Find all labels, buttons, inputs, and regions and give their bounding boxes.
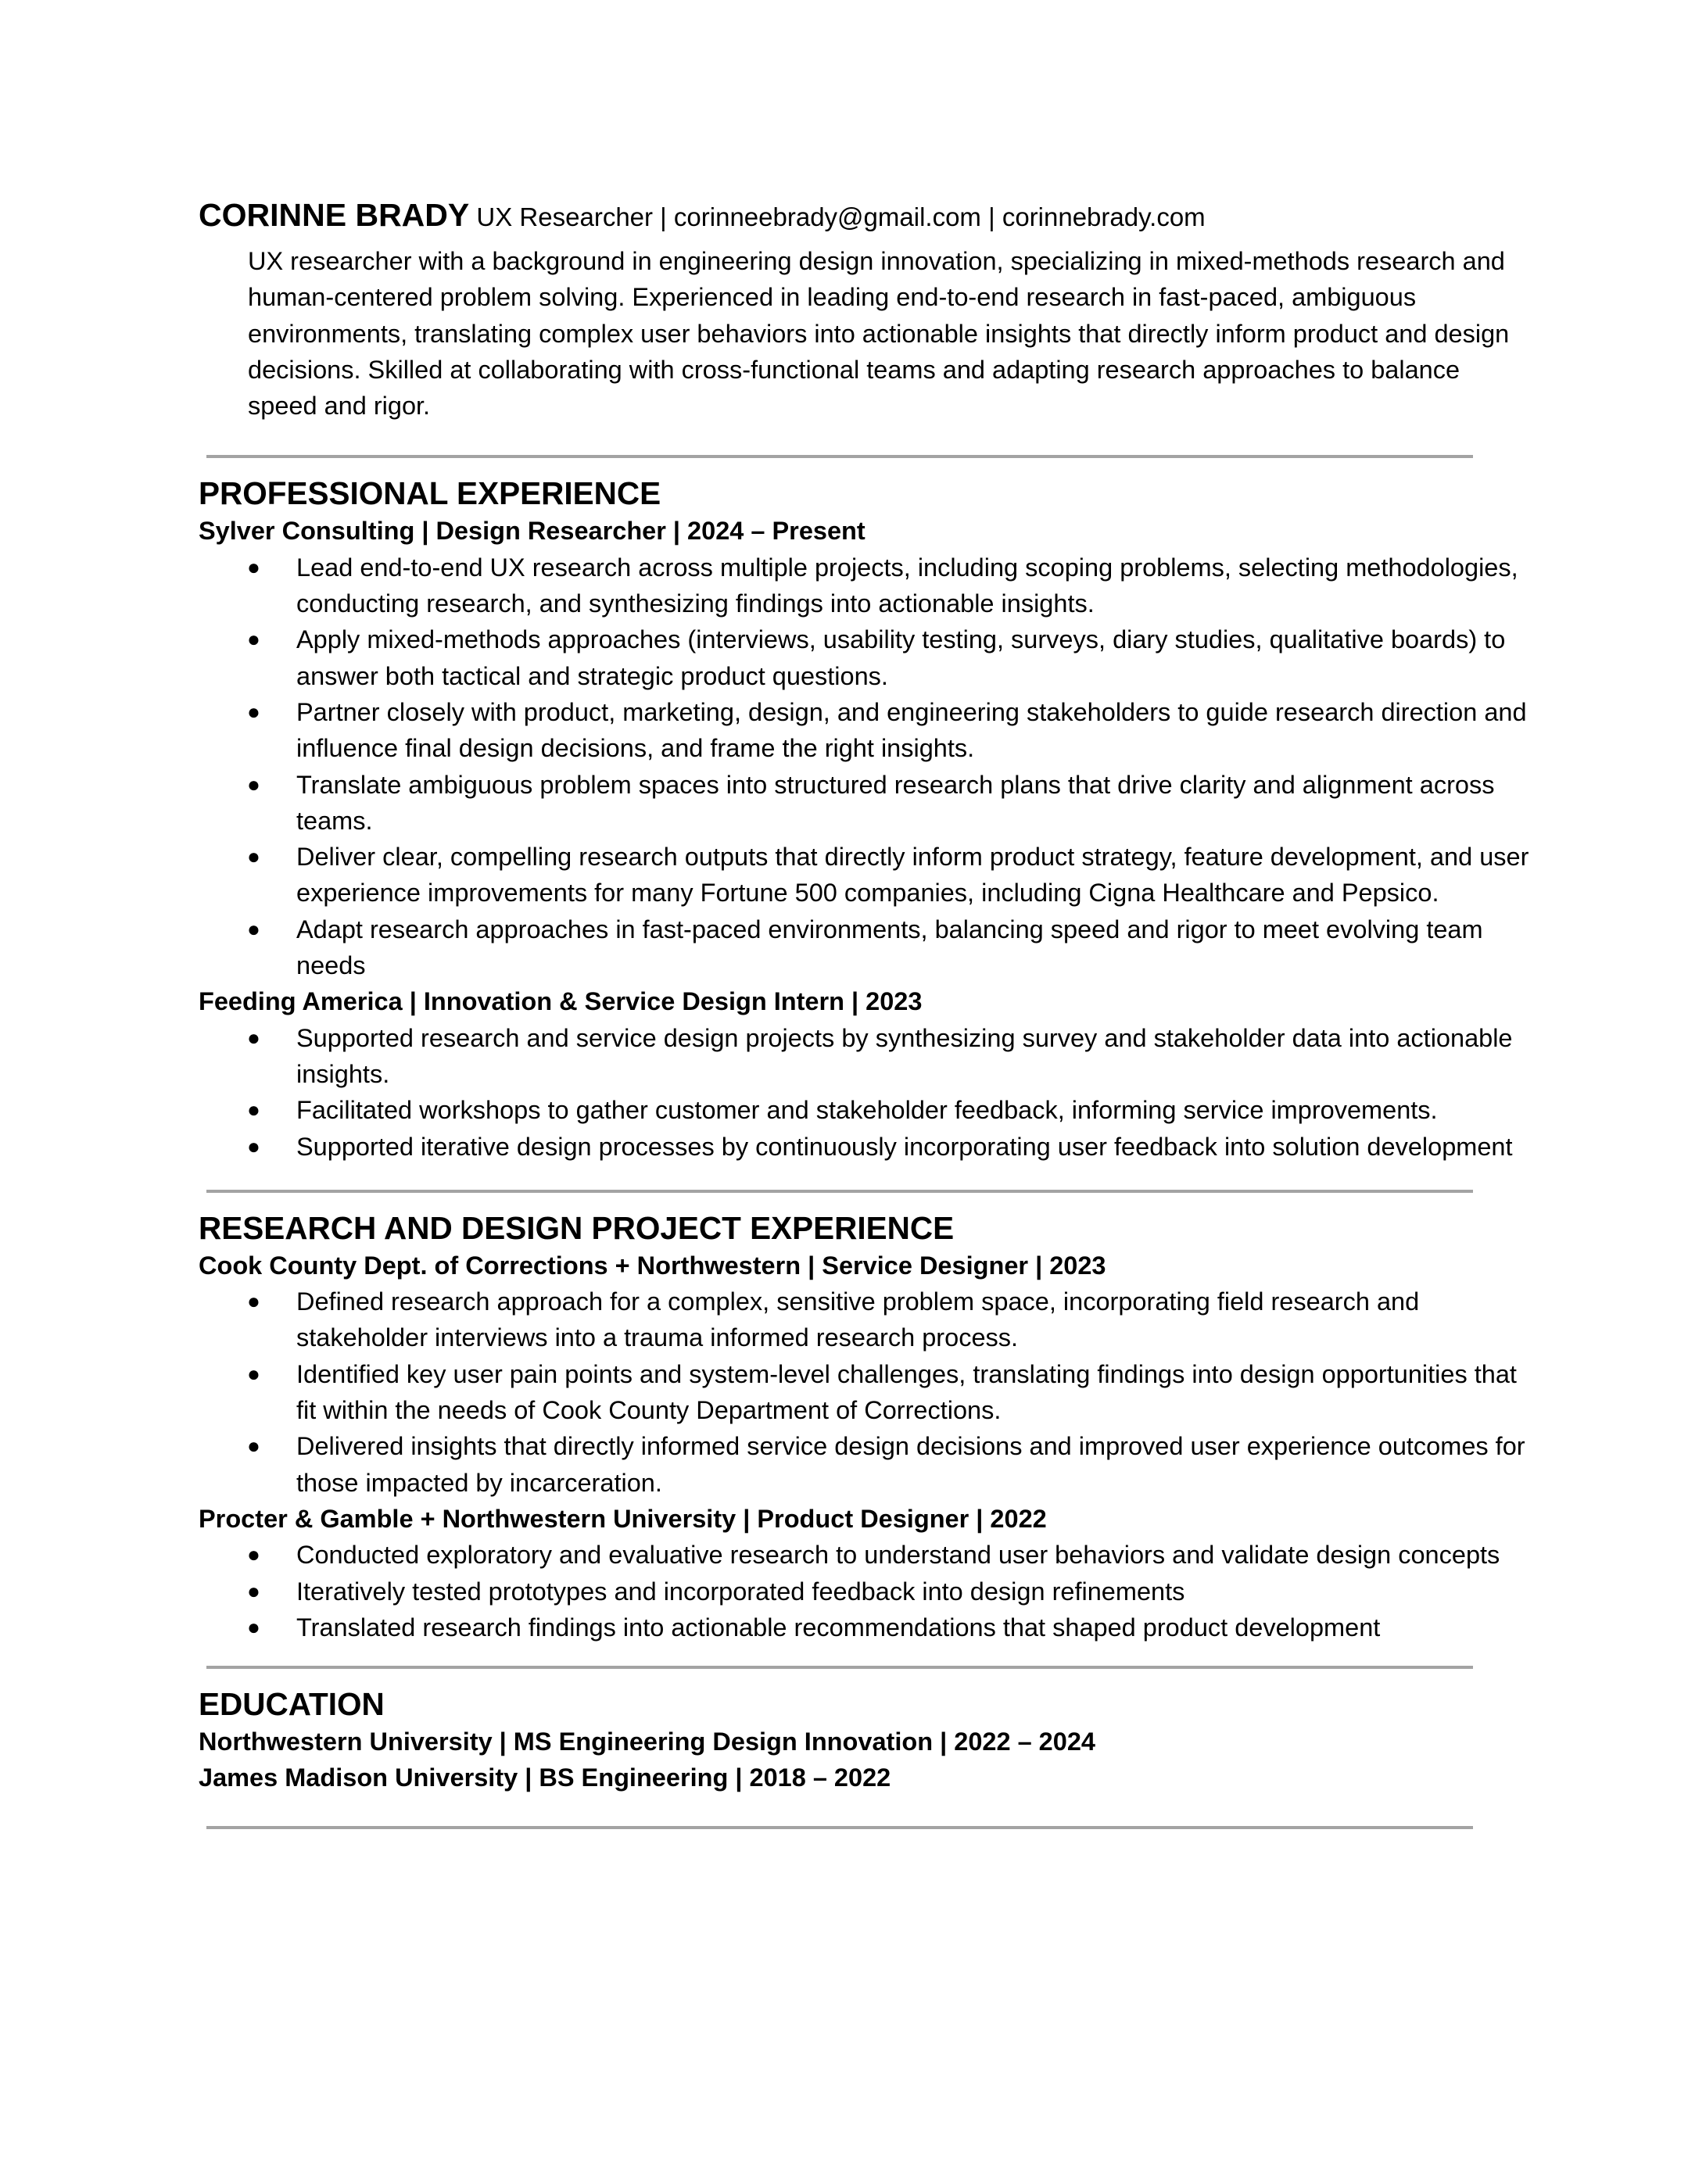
bullet-item	[199, 1428, 1539, 1501]
bullet-item	[199, 839, 1539, 911]
bullet-icon: ●	[247, 699, 260, 724]
bullet-item	[199, 1020, 1539, 1093]
candidate-name: CORINNE BRADY	[199, 197, 470, 233]
section-divider	[206, 1666, 1473, 1669]
bullet-icon: ●	[247, 1361, 260, 1386]
bullet-text: Supported research and service design projects by synthesizing survey and stakeholder data into actionable insights.	[296, 1023, 1513, 1088]
bullet-item	[199, 1356, 1539, 1429]
job-bullet-list	[199, 1020, 1528, 1165]
resume-page	[199, 197, 1528, 1829]
bullet-item	[199, 767, 1539, 840]
job-heading: Sylver Consulting | Design Researcher | 2024 – Present	[199, 517, 866, 546]
bullet-item	[199, 621, 1539, 694]
project-bullet-list	[199, 1537, 1528, 1645]
section-divider	[206, 1826, 1473, 1829]
bullet-icon: ●	[247, 1289, 260, 1314]
bullet-icon: ●	[247, 1097, 260, 1122]
bullet-text: Deliver clear, compelling research outputs that directly inform product strategy, feature development, and user experience improvements for many Fortune 500 companies, including Cigna Healthcare and Pepsico.	[296, 843, 1529, 908]
bullet-item	[199, 1537, 1539, 1573]
bullet-icon: ●	[247, 916, 260, 941]
bullet-icon: ●	[247, 1434, 260, 1459]
bullet-icon: ●	[247, 627, 260, 652]
bullet-icon: ●	[247, 1542, 260, 1567]
education-heading: EDUCATION	[199, 1686, 385, 1723]
bullet-text: Conducted exploratory and evaluative research to understand user behaviors and validate design concepts	[296, 1541, 1500, 1570]
bullet-icon: ●	[247, 1578, 260, 1603]
bullet-item	[199, 1284, 1539, 1356]
job-bullet-list	[199, 550, 1528, 984]
bullet-text: Partner closely with product, marketing, design, and engineering stakeholders to guide research direction and influence final design decisions, and frame the right insights.	[296, 697, 1527, 763]
bullet-icon: ●	[247, 772, 260, 797]
bullet-text: Translated research findings into actionable recommendations that shaped product development	[296, 1613, 1381, 1642]
bullet-item	[199, 1574, 1539, 1609]
bullet-item	[199, 911, 1539, 984]
bullet-text: Supported iterative design processes by continuously incorporating user feedback into solution development	[296, 1132, 1513, 1161]
bullet-item	[199, 550, 1539, 622]
bullet-text: Delivered insights that directly informed service design decisions and improved user experience outcomes for those impacted by incarceration.	[296, 1432, 1525, 1497]
section-divider	[206, 455, 1473, 458]
contact-info: UX Researcher | corinneebrady@gmail.com | corinnebrady.com	[476, 202, 1206, 231]
bullet-text: Defined research approach for a complex, sensitive problem space, incorporating field research and stakeholder interviews into a trauma informed research process.	[296, 1287, 1420, 1352]
bullet-text: Adapt research approaches in fast-paced environments, balancing speed and rigor to meet evolving team needs	[296, 915, 1483, 980]
bullet-icon: ●	[247, 1133, 260, 1158]
bullet-icon: ●	[247, 844, 260, 869]
project-experience-heading: RESEARCH AND DESIGN PROJECT EXPERIENCE	[199, 1209, 955, 1246]
bullet-text: Lead end-to-end UX research across multiple projects, including scoping problems, selecting methodologies, conducting research, and synthesizing findings into actionable insights.	[296, 553, 1518, 618]
project-heading: Procter & Gamble + Northwestern University | Product Designer | 2022	[199, 1504, 1047, 1533]
bullet-item	[199, 1092, 1539, 1128]
bullet-item	[199, 1129, 1539, 1165]
job-heading: Feeding America | Innovation & Service Design Intern | 2023	[199, 987, 923, 1016]
bullet-text: Identified key user pain points and system-level challenges, translating findings into design opportunities that fit within the needs of Cook County Department of Corrections.	[296, 1359, 1517, 1425]
bullet-text: Translate ambiguous problem spaces into structured research plans that drive clarity and alignment across teams.	[296, 770, 1495, 835]
resume-header	[199, 197, 1528, 235]
section-divider	[206, 1190, 1473, 1193]
bullet-text: Iteratively tested prototypes and incorporated feedback into design refinements	[296, 1577, 1185, 1606]
summary-paragraph: UX researcher with a background in engineering design innovation, specializing in mixed-methods research and human-centered problem solving. Experienced in leading end-to-end research in fast-paced, ambiguous environments, translating complex user behaviors into actionable insights that directly inform product and design decisions. Skilled at collaborating with cross-functional teams and adapting research approaches to balance speed and rigor.	[248, 247, 1510, 421]
project-heading: Cook County Dept. of Corrections + Northwestern | Service Designer | 2023	[199, 1251, 1106, 1280]
education-entry: James Madison University | BS Engineering | 2018 – 2022	[199, 1763, 891, 1792]
bullet-icon: ●	[247, 1614, 260, 1639]
bullet-icon: ●	[247, 554, 260, 579]
bullet-text: Facilitated workshops to gather customer and stakeholder feedback, informing service improvements.	[296, 1096, 1438, 1125]
bullet-text: Apply mixed-methods approaches (interviews, usability testing, surveys, diary studies, qualitative boards) to answer both tactical and strategic product questions.	[296, 625, 1506, 690]
professional-experience-heading: PROFESSIONAL EXPERIENCE	[199, 475, 661, 512]
bullet-icon: ●	[247, 1025, 260, 1050]
education-entry: Northwestern University | MS Engineering Design Innovation | 2022 – 2024	[199, 1728, 1095, 1756]
project-bullet-list	[199, 1284, 1528, 1501]
bullet-item	[199, 1609, 1539, 1645]
bullet-item	[199, 694, 1539, 767]
